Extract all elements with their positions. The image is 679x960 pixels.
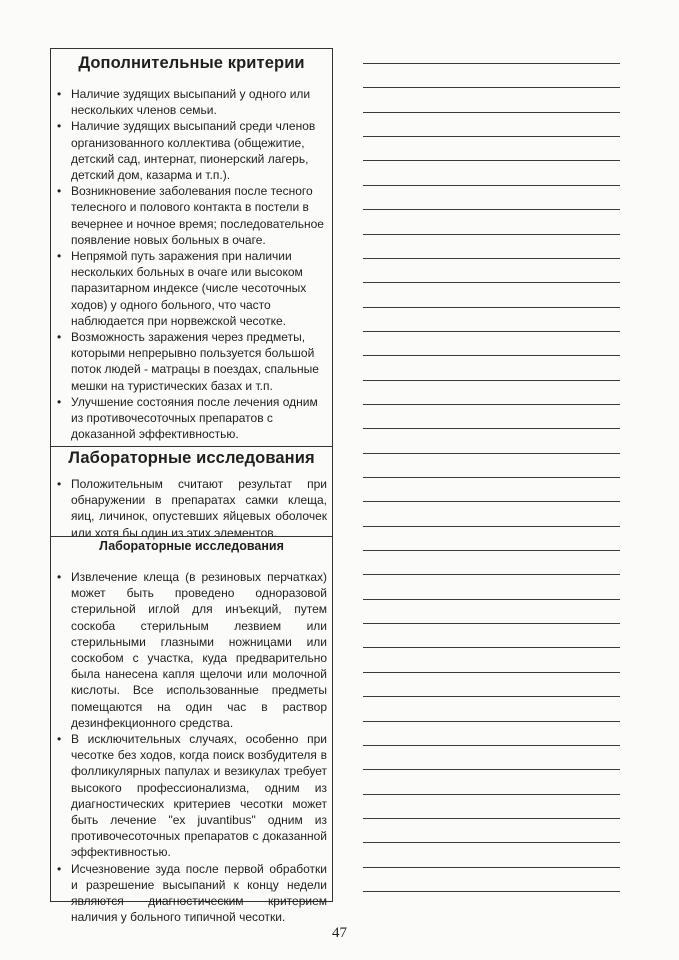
section-title: Дополнительные критерии [78,54,305,72]
note-line [363,599,620,600]
note-line [363,428,620,429]
note-line [363,818,620,819]
note-line [363,769,620,770]
note-line [363,258,620,259]
note-line [363,136,620,137]
note-line [363,87,620,88]
list-item: • Положительным считают результат при обнаружении в препаратах самки клеща, яиц, личинок, опустевших яйцевых оболочек или хотя бы один из этих элементов. [51,476,332,541]
note-line [363,745,620,746]
note-line [363,574,620,575]
note-line [363,234,620,235]
note-line [363,891,620,892]
note-line [363,63,620,64]
note-line [363,672,620,673]
note-line [363,623,620,624]
note-line [363,794,620,795]
list-item: • Наличие зудящих высыпаний у одного или нескольких членов семьи. [51,86,332,118]
lab-list [51,476,332,541]
note-line [363,331,620,332]
note-line [363,842,620,843]
extraction-list [51,569,332,925]
section-lab-tests [51,446,332,540]
note-line [363,282,620,283]
note-line [363,721,620,722]
note-line [363,160,620,161]
note-line [363,307,620,308]
criteria-list [51,86,332,442]
note-line [363,696,620,697]
note-line [363,526,620,527]
list-item: • В исключительных случаях, особенно при чесотке без ходов, когда поиск возбудителя в фолликулярных папулах и везикулах требует высокого профессионализма, одним из диагностических критериев чесотки может быть лечение "ex juvantibus" одним из противочесоточных препаратов с доказанной эффективностью. [51,731,332,861]
note-line [363,550,620,551]
list-item: • Возможность заражения через предметы, которыми непрерывно пользуется большой поток людей - матрацы в поездах, спальные мешки на туристических базах и т.п. [51,329,332,394]
note-line [363,185,620,186]
section-additional-criteria [51,49,332,446]
note-line [363,380,620,381]
section-title: Лабораторные исследования [68,449,315,467]
list-item: • Возникновение заболевания после тесного телесного и полового контакта в постели в вечернее и ночное время; последовательное появление новых больных в очаге. [51,183,332,248]
note-line [363,209,620,210]
section-title: Лабораторные исследования [99,539,284,553]
criteria-box [50,48,333,925]
note-line [363,112,620,113]
note-line [363,647,620,648]
list-item: • Наличие зудящих высыпаний среди членов организованного коллектива (общежитие, детский сад, интернат, пионерский лагерь, детский дом, казарма и т.п.). [51,118,332,183]
note-line [363,404,620,405]
section-lab-tests-extraction [51,536,332,925]
note-line [363,501,620,502]
list-item: • Непрямой путь заражения при наличии нескольких больных в очаге или высоком паразитарном индексе (числе чесоточных ходов) у одного больного, что часто наблюдается при норвежской чесотке. [51,248,332,329]
list-item: • Исчезновение зуда после первой обработки и разрешение высыпаний к концу недели являются диагностическим критерием наличия у больного типичной чесотки. [51,861,332,926]
list-item: • Извлечение клеща (в резиновых перчатках) может быть проведено одноразовой стерильной иглой для инъекций, путем соскоба стерильным лезвием или стерильными глазными ножницами или соскобом с участка, куда предварительно была нанесена капля щелочи или молочной кислоты. Все использованные предметы помещаются на один час в раствор дезинфекционного средства. [51,569,332,731]
page-number: 47 [332,925,347,941]
note-line [363,477,620,478]
note-line [363,453,620,454]
list-item: • Улучшение состояния после лечения одним из противочесоточных препаратов с доказанной эффективностью. [51,394,332,443]
note-line [363,355,620,356]
note-line [363,867,620,868]
